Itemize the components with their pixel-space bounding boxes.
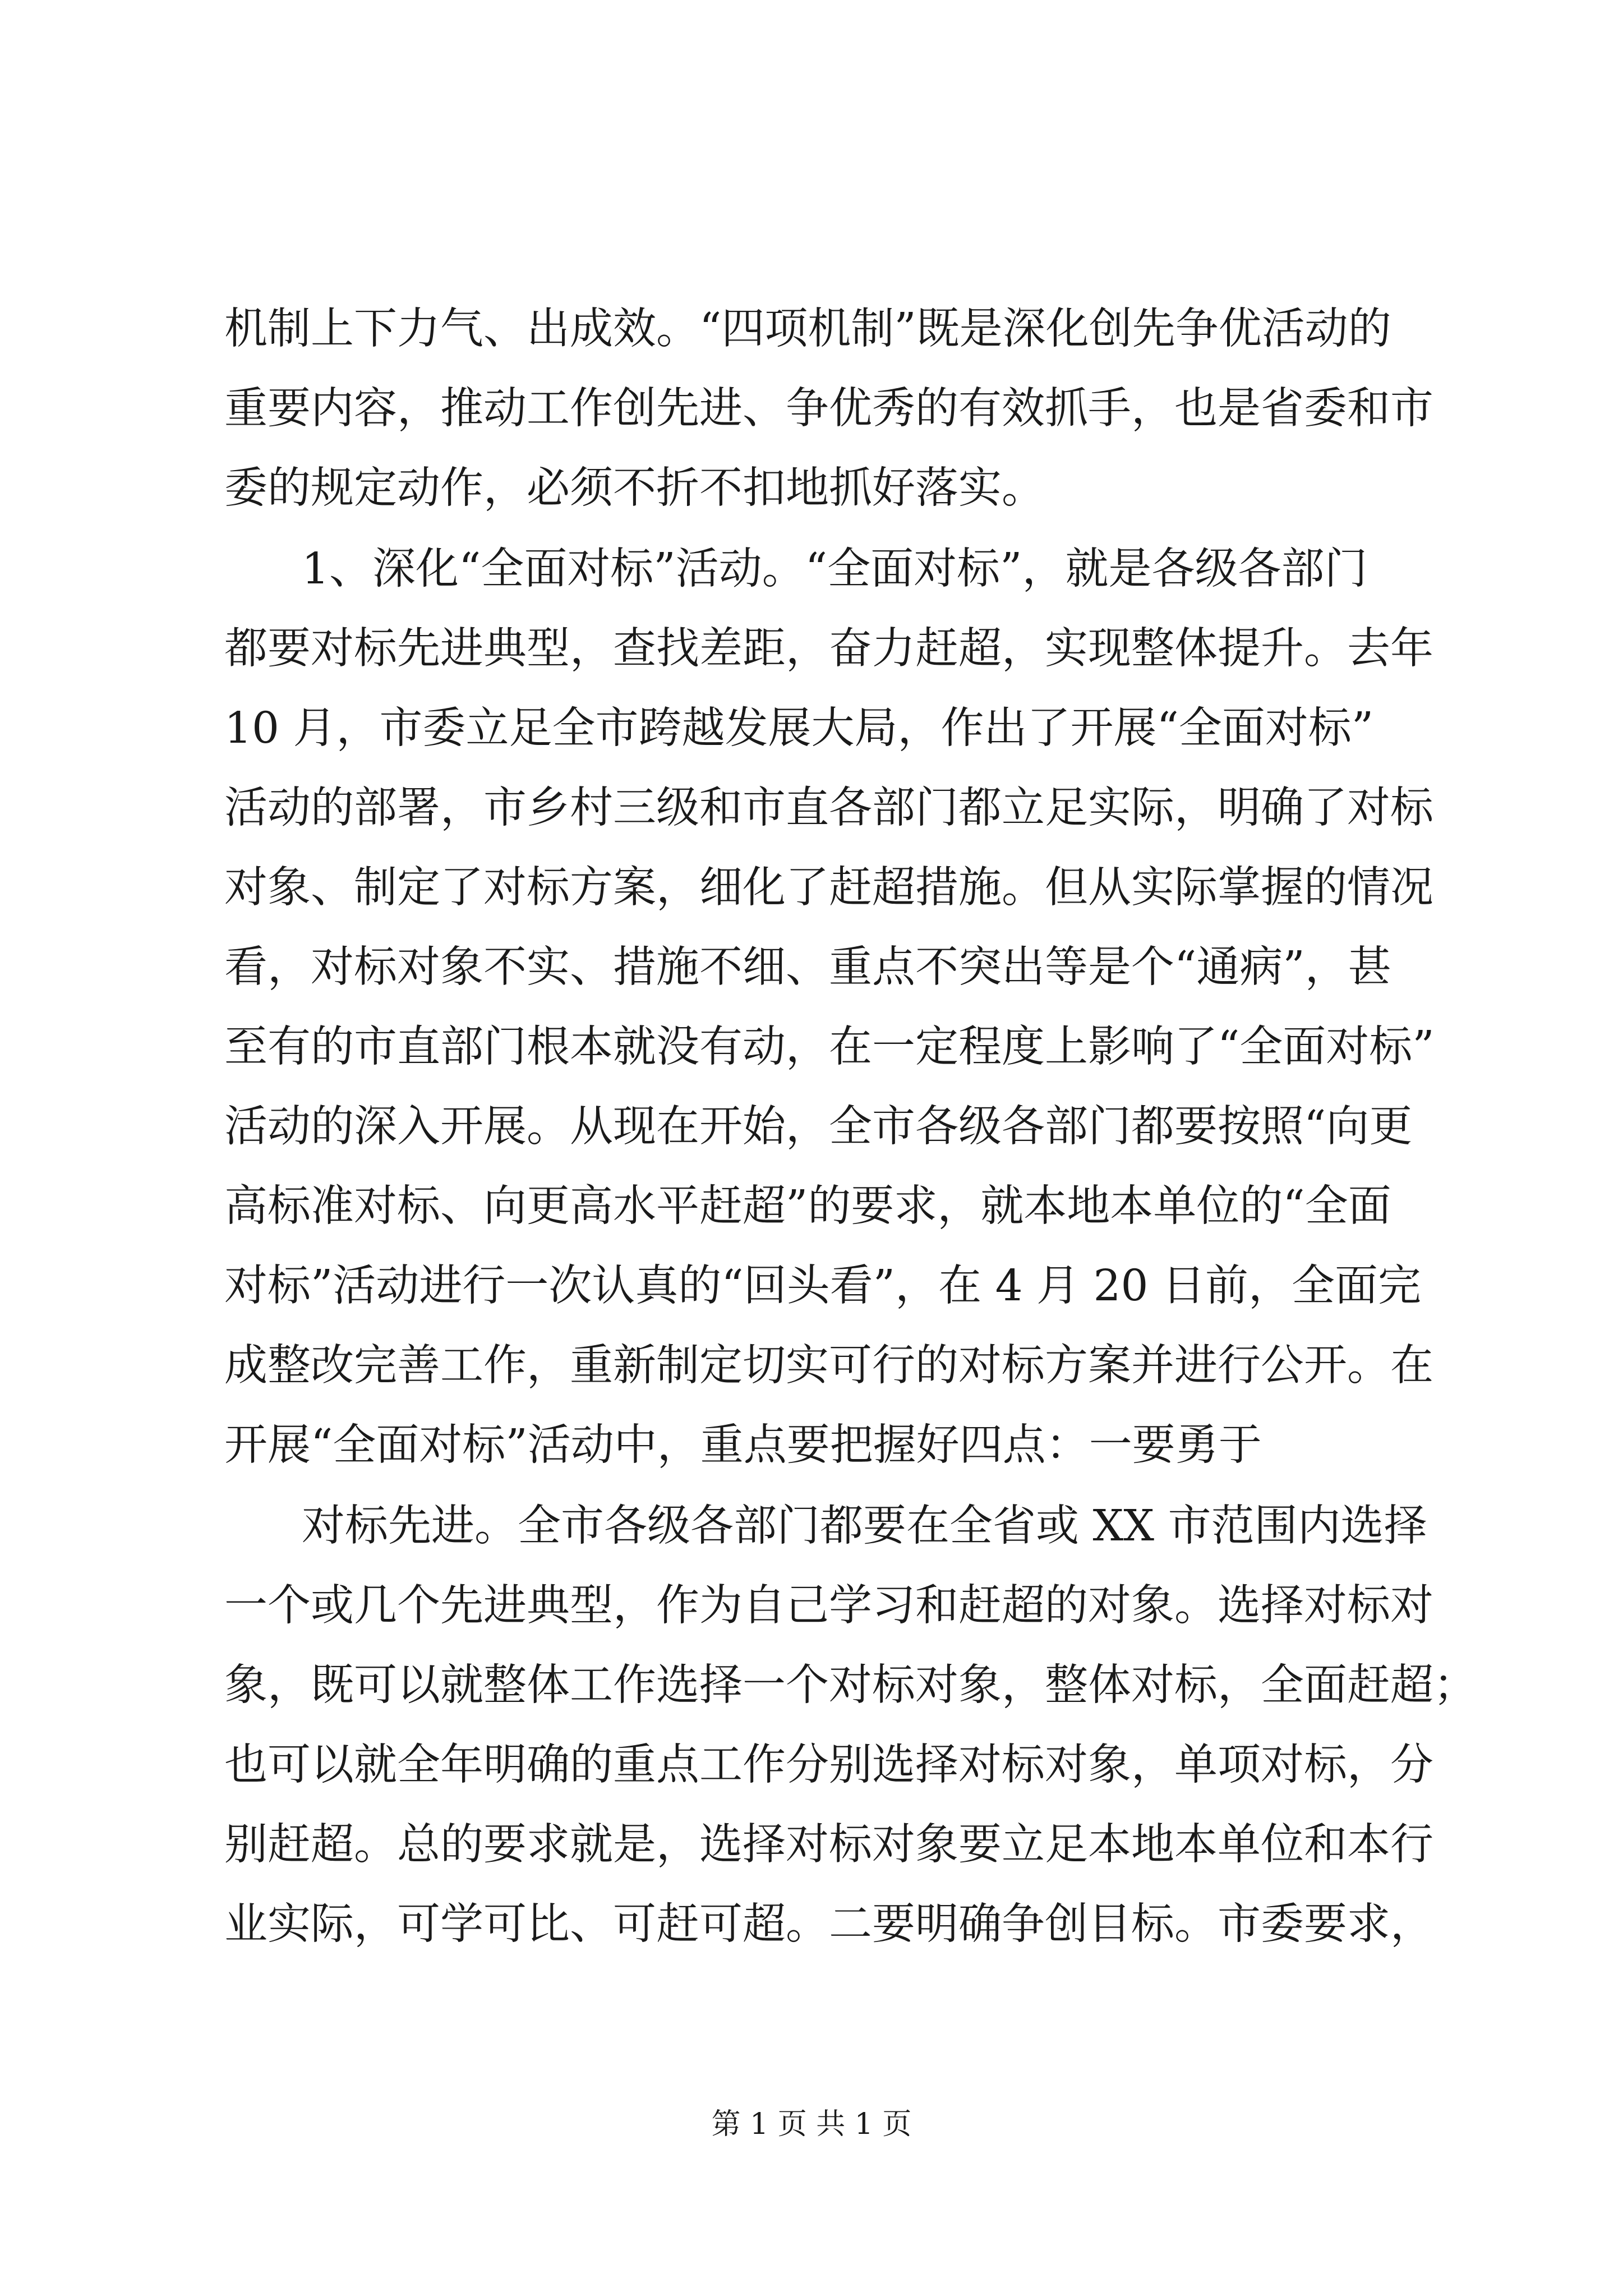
text-line: 一个或几个先进典型，作为自己学习和赶超的对象。选择对标对 xyxy=(224,1581,1433,1631)
text-line: 委的规定动作，必须不折不扣地抓好落实。 xyxy=(224,463,1045,513)
text-line: 高标准对标、向更高水平赶超”的要求，就本地本单位的“全面 xyxy=(224,1181,1391,1231)
text-line: 看，对标对象不实、措施不细、重点不突出等是个“通病”，甚 xyxy=(224,942,1391,992)
text-line: 成整改完善工作，重新制定切实可行的对标方案并进行公开。在 xyxy=(224,1341,1433,1391)
text-line: 都要对标先进典型，查找差距，奋力赶超，实现整体提升。去年 xyxy=(224,624,1433,674)
page-number-footer: 第 1 页 共 1 页 xyxy=(711,2108,912,2141)
text-line: 象，既可以就整体工作选择一个对标对象，整体对标，全面赶超； xyxy=(224,1660,1477,1710)
text-line: 活动的部署，市乡村三级和市直各部门都立足实际，明确了对标 xyxy=(224,783,1433,833)
text-line: 重要内容，推动工作创先进、争优秀的有效抓手，也是省委和市 xyxy=(224,384,1433,434)
text-line: 开展“全面对标”活动中，重点要把握好四点：一要勇于 xyxy=(224,1420,1262,1470)
text-line: 机制上下力气、出成效。“四项机制”既是深化创先争优活动的 xyxy=(224,304,1391,354)
text-line: 对象、制定了对标方案，细化了赶超措施。但从实际掌握的情况 xyxy=(224,863,1433,913)
text-line: 也可以就全年明确的重点工作分别选择对标对象，单项对标，分 xyxy=(224,1740,1433,1790)
text-line: 1、深化“全面对标”活动。“全面对标”，就是各级各部门 xyxy=(302,544,1368,594)
text-line: 至有的市直部门根本就没有动，在一定程度上影响了“全面对标” xyxy=(224,1022,1435,1072)
text-line: 10 月，市委立足全市跨越发展大局，作出了开展“全面对标” xyxy=(224,703,1374,753)
text-line: 对标先进。全市各级各部门都要在全省或 XX 市范围内选择 xyxy=(302,1501,1427,1551)
text-line: 业实际，可学可比、可赶可超。二要明确争创目标。市委要求， xyxy=(224,1899,1433,1949)
text-line: 活动的深入开展。从现在开始，全市各级各部门都要按照“向更 xyxy=(224,1102,1413,1152)
text-line: 别赶超。总的要求就是，选择对标对象要立足本地本单位和本行 xyxy=(224,1820,1433,1870)
text-line: 对标”活动进行一次认真的“回头看”，在 4 月 20 日前，全面完 xyxy=(224,1261,1421,1311)
